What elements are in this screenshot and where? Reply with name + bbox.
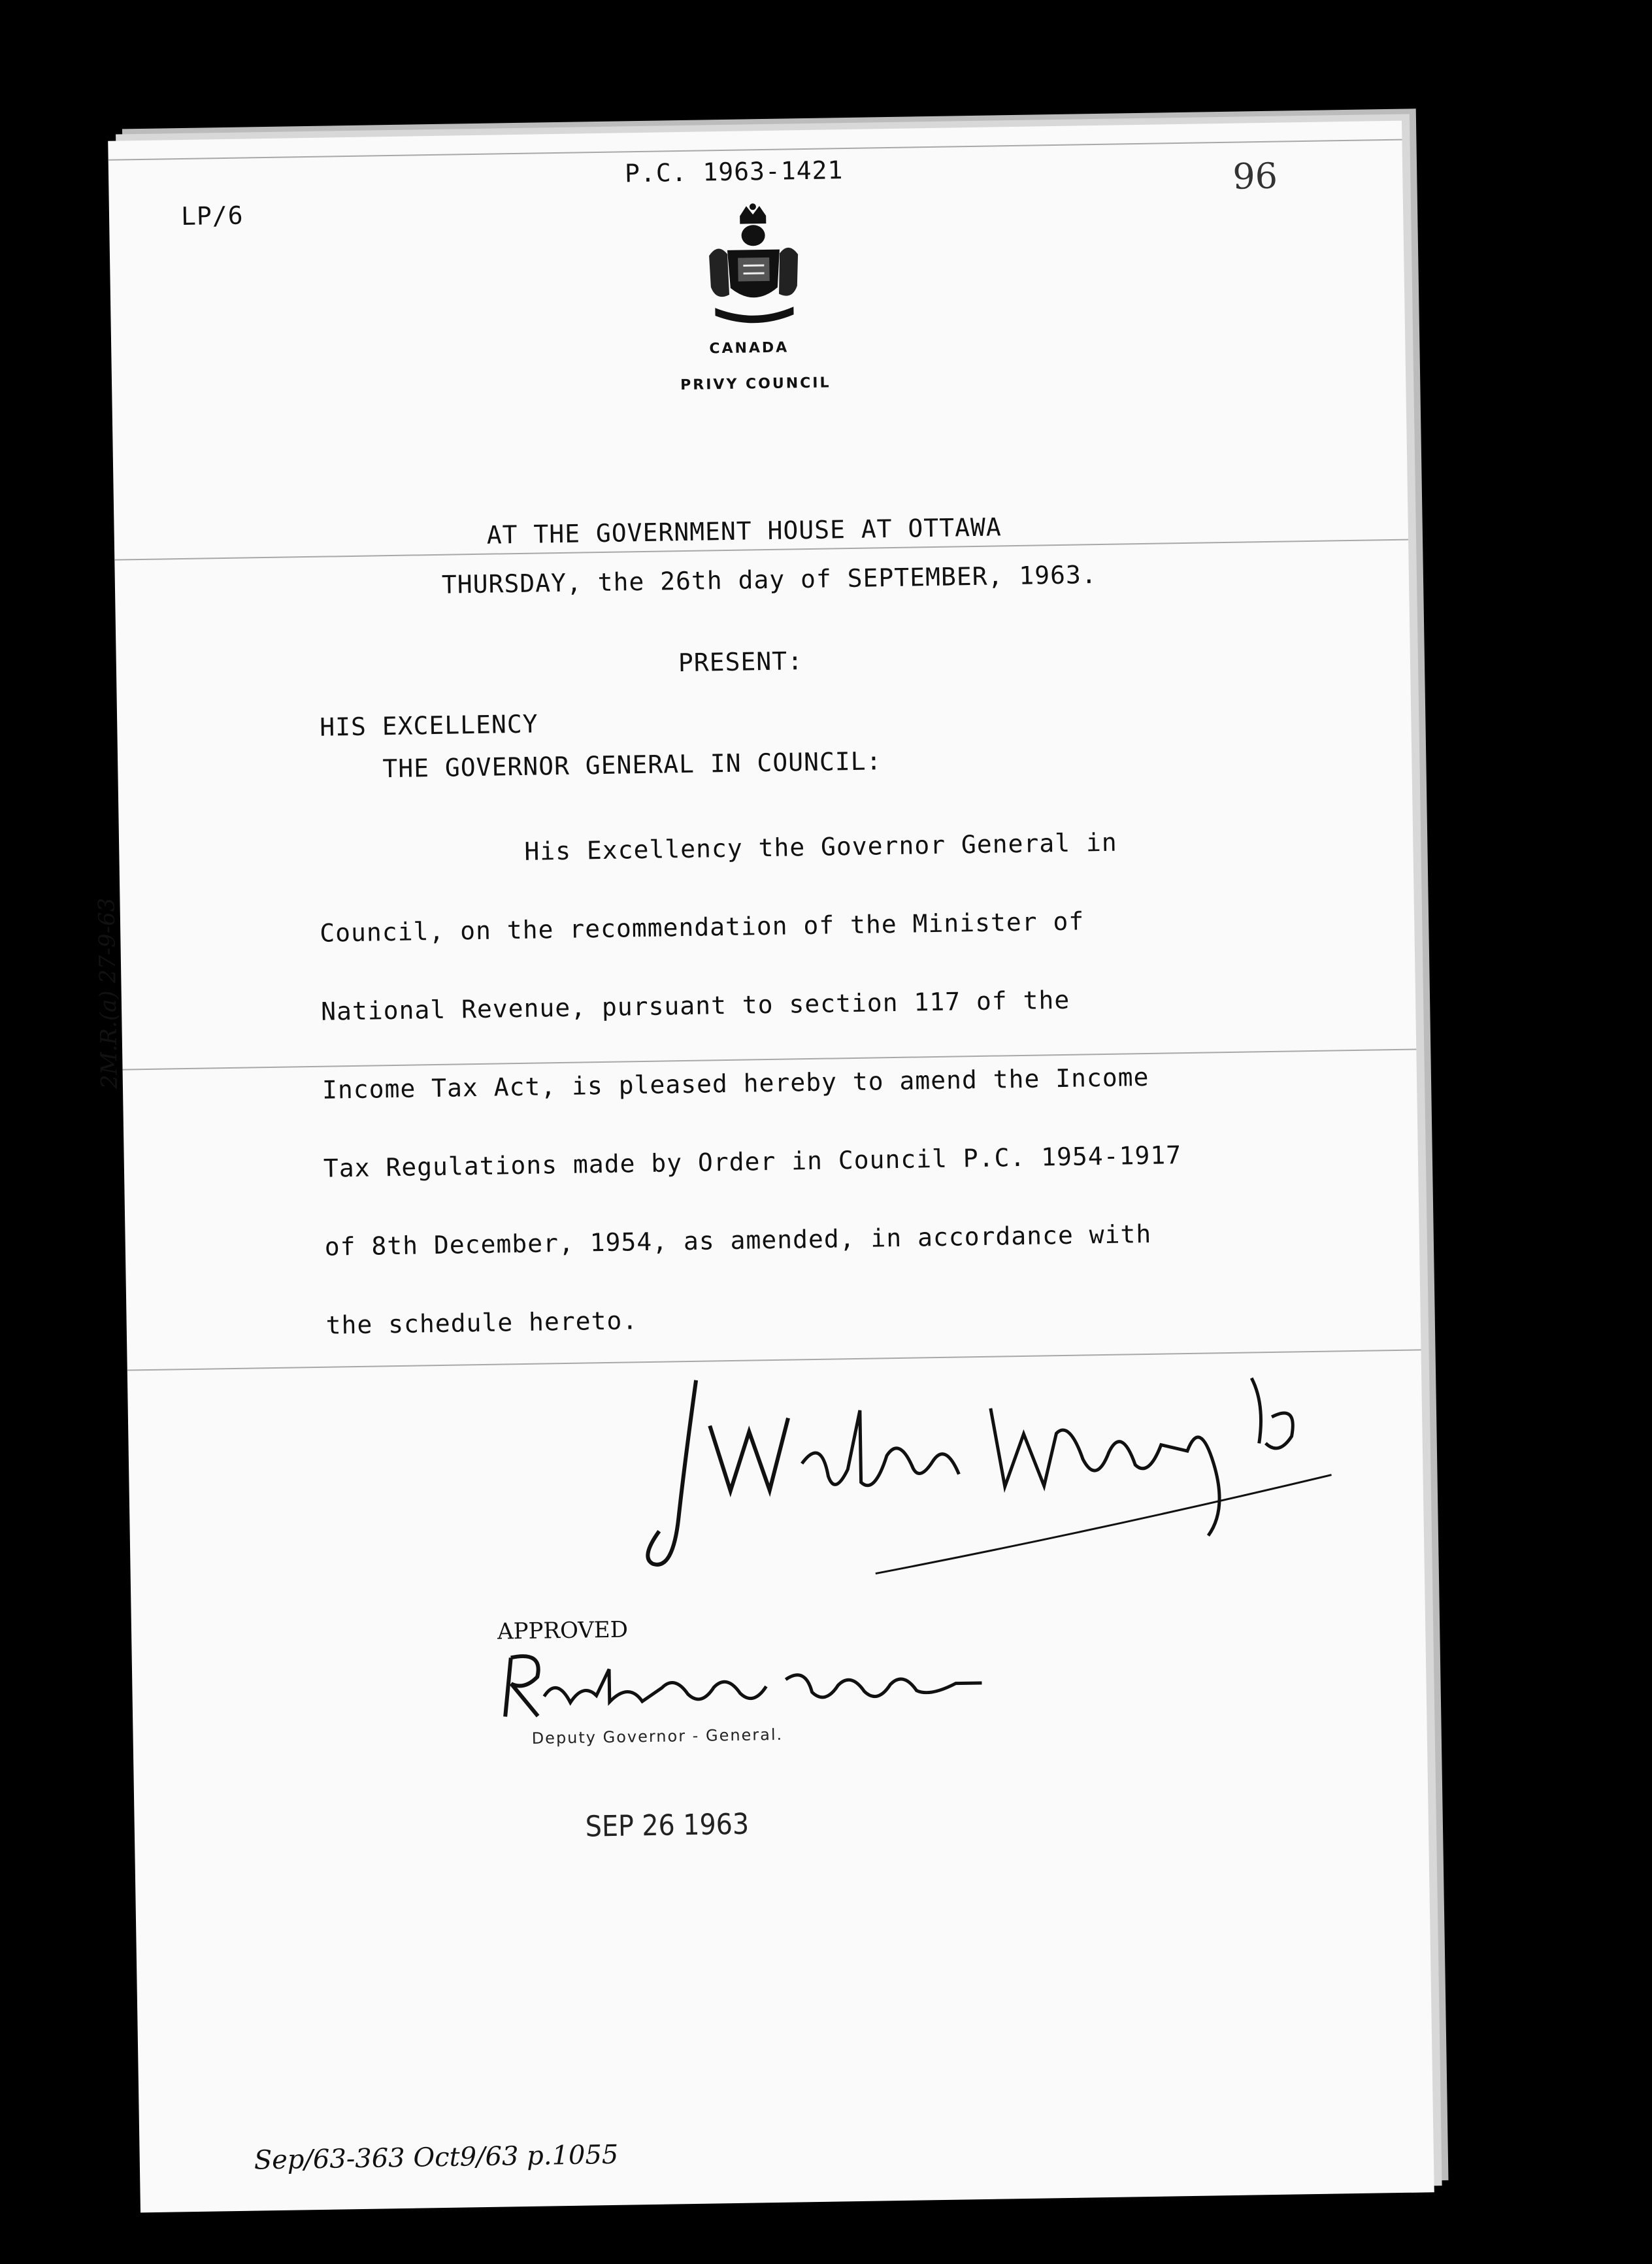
- body-line: National Revenue, pursuant to section 117 of the: [320, 985, 1070, 1026]
- approved-label: APPROVED: [497, 1616, 629, 1645]
- meeting-date: THURSDAY, the 26th day of SEPTEMBER, 1963.: [441, 560, 1098, 599]
- governor-signature: [636, 1337, 1359, 1600]
- body-line: Income Tax Act, is pleased hereby to amend the Income: [322, 1062, 1149, 1105]
- pc-number: P.C. 1963-1421: [624, 156, 844, 188]
- meeting-place: AT THE GOVERNMENT HOUSE AT OTTAWA: [486, 512, 1002, 550]
- footer-note: Sep/63-363 Oct9/63 p.1055: [254, 2139, 619, 2176]
- body-line: of 8th December, 1954, as amended, in accordance with: [324, 1219, 1152, 1261]
- council-label: PRIVY COUNCIL: [680, 375, 831, 394]
- body-line: the schedule hereto.: [325, 1306, 638, 1340]
- coat-of-arms-icon: [701, 202, 807, 327]
- document-page: [93, 121, 1434, 2213]
- deputy-signature: [497, 1637, 995, 1733]
- body-line: Tax Regulations made by Order in Council P.C. 1954-1917: [323, 1140, 1182, 1183]
- country-label: CANADA: [709, 339, 789, 358]
- salutation-line-1: HIS EXCELLENCY: [320, 709, 538, 742]
- salutation-line-2: THE GOVERNOR GENERAL IN COUNCIL:: [382, 746, 882, 784]
- body-line: Council, on the recommendation of the Minister of: [319, 907, 1085, 948]
- page-number: 96: [1232, 155, 1278, 197]
- margin-note: 2M.R.(a) 27-9-63: [93, 897, 124, 1090]
- scan-line: [123, 1048, 1417, 1070]
- deputy-title: Deputy Governor - General.: [531, 1725, 784, 1748]
- file-reference: LP/6: [180, 201, 244, 231]
- date-stamp: SEP 26 1963: [585, 1807, 750, 1844]
- present-heading: PRESENT:: [678, 646, 804, 678]
- body-line: His Excellency the Governor General in: [524, 827, 1117, 866]
